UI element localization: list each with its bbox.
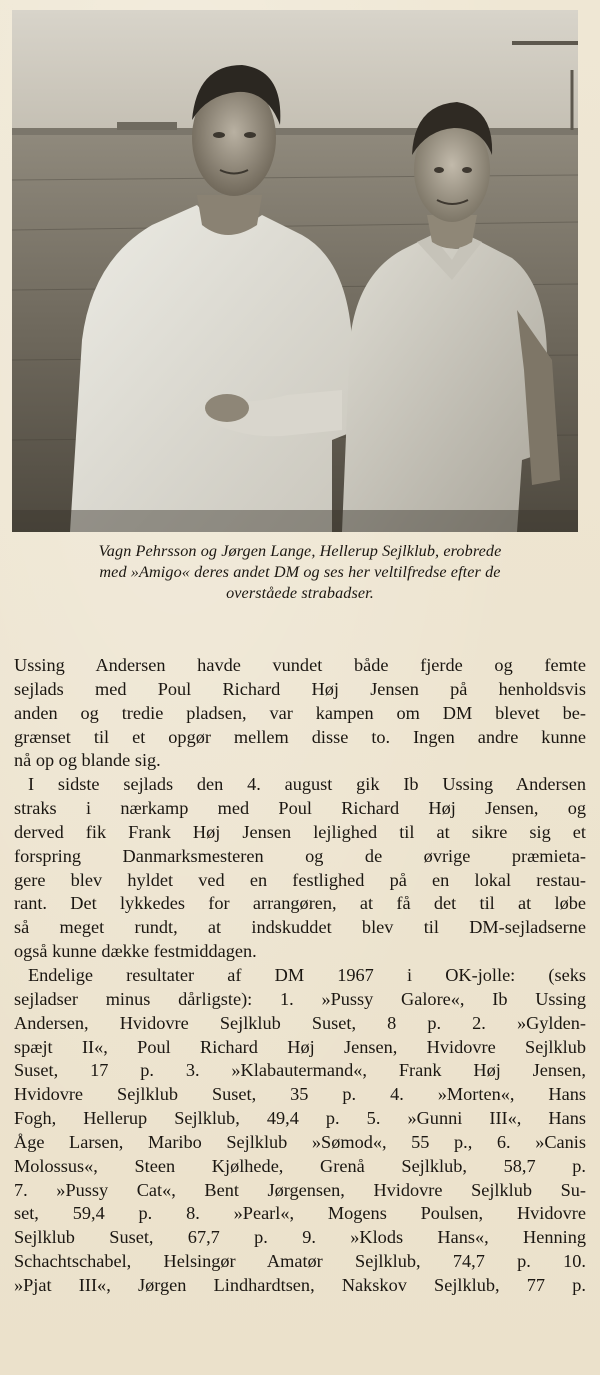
photo-two-sailors (12, 10, 578, 532)
article-line: grænset til et opgør mellem disse to. Ingen andre kunne (14, 726, 586, 747)
article-line: 7. »Pussy Cat«, Bent Jørgensen, Hvidovre Sejlklub Su- (14, 1179, 586, 1200)
article-line: også kunne dække festmiddagen. (14, 941, 257, 962)
article-line: Schachtschabel, Helsingør Amatør Sejlklub, 74,7 p. 10. (14, 1251, 586, 1272)
article-line: derved fik Frank Høj Jensen lejlighed til at sikre sig et (14, 821, 586, 842)
article-line: Åge Larsen, Maribo Sejlklub »Sømod«, 55 p., 6. »Canis (14, 1131, 586, 1152)
article-line: rant. Det lykkedes for arrangøren, at få det til at løbe (14, 893, 586, 914)
caption-line: Vagn Pehrsson og Jørgen Lange, Hellerup Sejlklub, erobrede (98, 542, 502, 560)
article-line: Ussing Andersen havde vundet både fjerde og femte (14, 655, 586, 675)
article-line: forspring Danmarksmesteren og de øvrige præmieta- (14, 845, 586, 866)
caption-line: overståede strabadser. (226, 584, 374, 602)
article-line: set, 59,4 p. 8. »Pearl«, Mogens Poulsen, Hvidovre (14, 1203, 586, 1224)
article-line: Andersen, Hvidovre Sejlklub Suset, 8 p. 2. »Gylden- (14, 1012, 586, 1033)
article-line: straks i nærkamp med Poul Richard Høj Jensen, og (14, 798, 586, 819)
article-line: anden og tredie pladsen, var kampen om DM blevet be- (14, 702, 586, 723)
article-line: Molossus«, Steen Kjølhede, Grenå Sejlklub, 58,7 p. (14, 1155, 586, 1176)
article-line: Suset, 17 p. 3. »Klabautermand«, Frank Høj Jensen, (14, 1060, 586, 1081)
article-line: Sejlklub Suset, 67,7 p. 9. »Klods Hans«, Henning (14, 1227, 586, 1248)
article-line: »Pjat III«, Jørgen Lindhardtsen, Nakskov Sejlklub, 77 p. (14, 1274, 586, 1295)
article-line: Fogh, Hellerup Sejlklub, 49,4 p. 5. »Gunni III«, Hans (14, 1108, 586, 1129)
photo-two-men-icon (12, 10, 578, 532)
article-line: Endelige resultater af DM 1967 i OK-jolle: (seks (28, 964, 586, 985)
article-line: sejladser minus dårligste): 1. »Pussy Galore«, Ib Ussing (14, 988, 586, 1009)
article-body (14, 654, 586, 1298)
article-line: spæjt II«, Poul Richard Høj Jensen, Hvidovre Sejlklub (14, 1036, 586, 1057)
article-line: nå op og blande sig. (14, 750, 161, 771)
article-line: så meget rundt, at indskuddet blev til DM-sejladserne (14, 917, 586, 938)
photo-caption (20, 541, 580, 604)
caption-line: med »Amigo« deres andet DM og ses her veltilfredse efter de (99, 563, 501, 581)
article-line: gere blev hyldet ved en festlighed på en lokal restau- (14, 869, 586, 890)
article-line: Hvidovre Sejlklub Suset, 35 p. 4. »Morten«, Hans (14, 1084, 586, 1105)
article-line: I sidste sejlads den 4. august gik Ib Ussing Andersen (28, 774, 586, 795)
article-line: sejlads med Poul Richard Høj Jensen på henholdsvis (14, 678, 586, 699)
